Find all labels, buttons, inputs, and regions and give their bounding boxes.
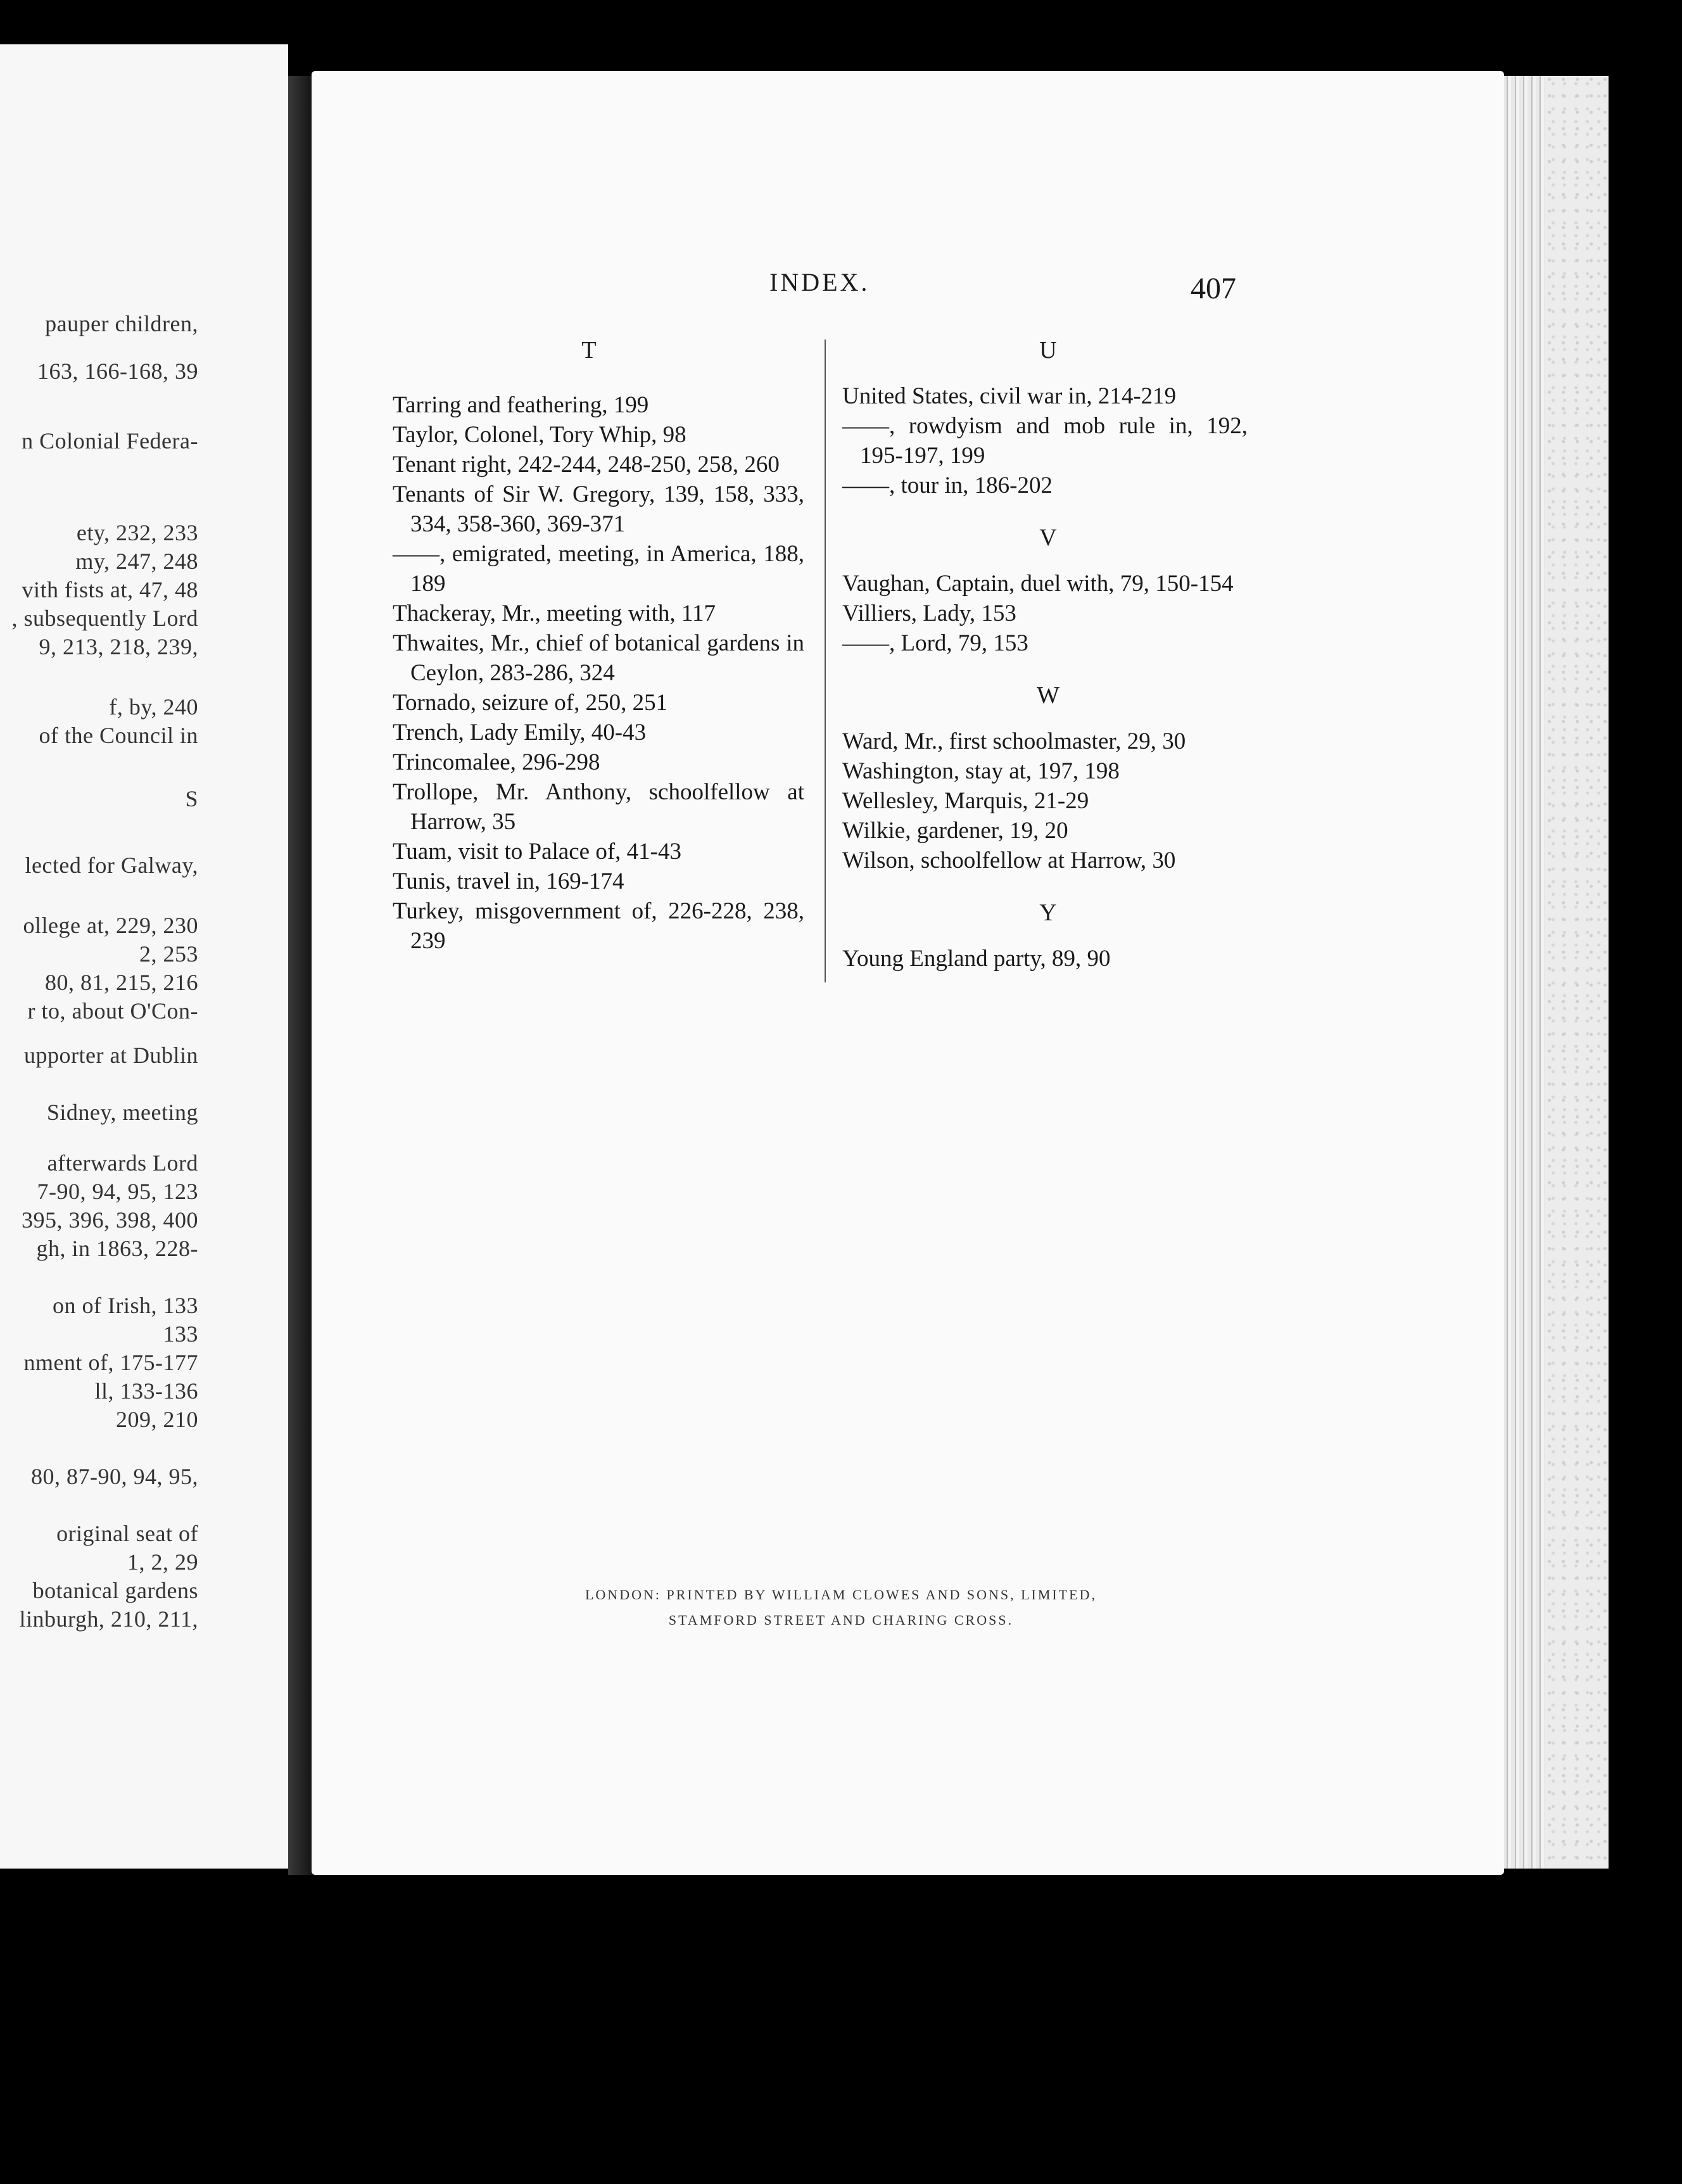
left-page-text-fragment: n Colonial Federa- <box>22 428 198 454</box>
left-page-text-fragment: linburgh, 210, 211, <box>19 1606 198 1632</box>
index-entry: Tarring and feathering, 199 <box>393 392 649 418</box>
index-entry: Vaughan, Captain, duel with, 79, 150-154 <box>842 571 1234 597</box>
left-page-text-fragment: upporter at Dublin <box>24 1043 198 1068</box>
left-page-text-fragment: ll, 133-136 <box>94 1378 198 1404</box>
left-page-text-fragment: 1, 2, 29 <box>127 1549 198 1575</box>
index-entry: ——, tour in, 186-202 <box>842 473 1053 498</box>
index-entry: Tornado, seizure of, 250, 251 <box>393 690 668 716</box>
index-section-letter: W <box>1037 682 1059 709</box>
index-entry: Trench, Lady Emily, 40-43 <box>393 720 647 746</box>
left-page-text-fragment: 9, 213, 218, 239, <box>39 634 198 659</box>
section-gap <box>842 875 1248 898</box>
left-page-text-fragment: Sidney, meeting <box>46 1100 198 1125</box>
index-section-letter: T <box>581 337 597 364</box>
index-entry: United States, civil war in, 214-219 <box>842 383 1177 409</box>
left-page-text-fragment: r to, about O'Con- <box>27 998 198 1024</box>
left-page-text-fragment: vith fists at, 47, 48 <box>22 577 198 602</box>
left-page-text-fragment: 2, 253 <box>139 941 198 967</box>
left-page-text-fragment: on of Irish, 133 <box>53 1293 198 1318</box>
index-entry: Wilkie, gardener, 19, 20 <box>842 818 1068 844</box>
index-column-left <box>393 336 804 956</box>
index-entry: Thwaites, Mr., chief of botanical gardens in Ceylon, 283-286, 324 <box>393 630 804 686</box>
index-entry: Taylor, Colonel, Tory Whip, 98 <box>393 422 686 448</box>
index-entry: Ward, Mr., first schoolmaster, 29, 30 <box>842 728 1186 754</box>
left-page-text-fragment: 133 <box>163 1321 198 1347</box>
left-page-text-fragment: of the Council in <box>39 723 198 748</box>
section-gap <box>842 500 1248 523</box>
index-entry: Villiers, Lady, 153 <box>842 600 1016 626</box>
printer-imprint-line2: STAMFORD STREET AND CHARING CROSS. <box>668 1612 1014 1628</box>
index-entry: ——, emigrated, meeting, in America, 188, 189 <box>393 541 804 597</box>
left-page-text-fragment: gh, in 1863, 228- <box>36 1236 198 1261</box>
index-section-letter: V <box>1039 524 1057 551</box>
index-entry: ——, Lord, 79, 153 <box>842 630 1028 656</box>
left-page-text-fragment: ollege at, 229, 230 <box>23 913 198 938</box>
running-header-title: INDEX. <box>769 268 870 296</box>
index-entry: Wilson, schoolfellow at Harrow, 30 <box>842 848 1176 873</box>
left-page-text-fragment: botanical gardens <box>32 1578 198 1603</box>
left-page-text-fragment: 395, 396, 398, 400 <box>22 1207 198 1233</box>
left-page-text-fragment: S <box>185 786 198 811</box>
index-entry: Young England party, 89, 90 <box>842 946 1111 972</box>
left-page-text-fragment: lected for Galway, <box>25 853 198 878</box>
index-entry: Tunis, travel in, 169-174 <box>393 868 624 894</box>
left-page-text-fragment: f, by, 240 <box>109 694 198 720</box>
left-page-text-fragment: my, 247, 248 <box>75 549 198 574</box>
index-entry: Tenant right, 242-244, 248-250, 258, 260 <box>393 452 780 478</box>
left-page-text-fragment: afterwards Lord <box>47 1150 198 1176</box>
index-entry: Tenants of Sir W. Gregory, 139, 158, 333, 334, 358-360, 369-371 <box>393 481 804 537</box>
index-entry: Wellesley, Marquis, 21-29 <box>842 788 1089 814</box>
book-gutter <box>288 76 313 1875</box>
left-page-text-fragment: 209, 210 <box>116 1407 198 1432</box>
left-page-text-fragment: , subsequently Lord <box>11 606 198 631</box>
index-section-letter: U <box>1039 337 1057 364</box>
left-page-text-fragment: 163, 166-168, 39 <box>37 359 198 384</box>
left-page-text-fragment: original seat of <box>56 1521 198 1546</box>
index-entry: Tuam, visit to Palace of, 41-43 <box>393 839 681 865</box>
index-entry: Trincomalee, 296-298 <box>393 749 600 775</box>
index-entry: Thackeray, Mr., meeting with, 117 <box>393 600 716 626</box>
index-entry: Trollope, Mr. Anthony, schoolfellow at Harrow, 35 <box>393 779 804 835</box>
left-page-text-fragment: 80, 81, 215, 216 <box>45 970 198 995</box>
index-entry: ——, rowdyism and mob rule in, 192, 195-197, 199 <box>842 413 1248 469</box>
column-divider <box>825 340 826 982</box>
index-entry: Turkey, misgovernment of, 226-228, 238, 239 <box>393 898 804 954</box>
page-number: 407 <box>1191 272 1236 305</box>
left-page-text-fragment: nment of, 175-177 <box>23 1350 198 1375</box>
left-page-text-fragment: ety, 232, 233 <box>76 520 198 545</box>
index-column-right <box>842 336 1248 974</box>
left-page-text-fragment: 7-90, 94, 95, 123 <box>37 1179 198 1204</box>
left-page-text-fragment: 80, 87-90, 94, 95, <box>31 1464 198 1489</box>
section-gap <box>842 658 1248 681</box>
printer-imprint-line1: LONDON: PRINTED BY WILLIAM CLOWES AND SONS, LIMITED, <box>585 1587 1097 1603</box>
left-page-text-fragment: pauper children, <box>45 311 198 336</box>
index-entry: Washington, stay at, 197, 198 <box>842 758 1120 784</box>
index-section-letter: Y <box>1039 899 1057 926</box>
